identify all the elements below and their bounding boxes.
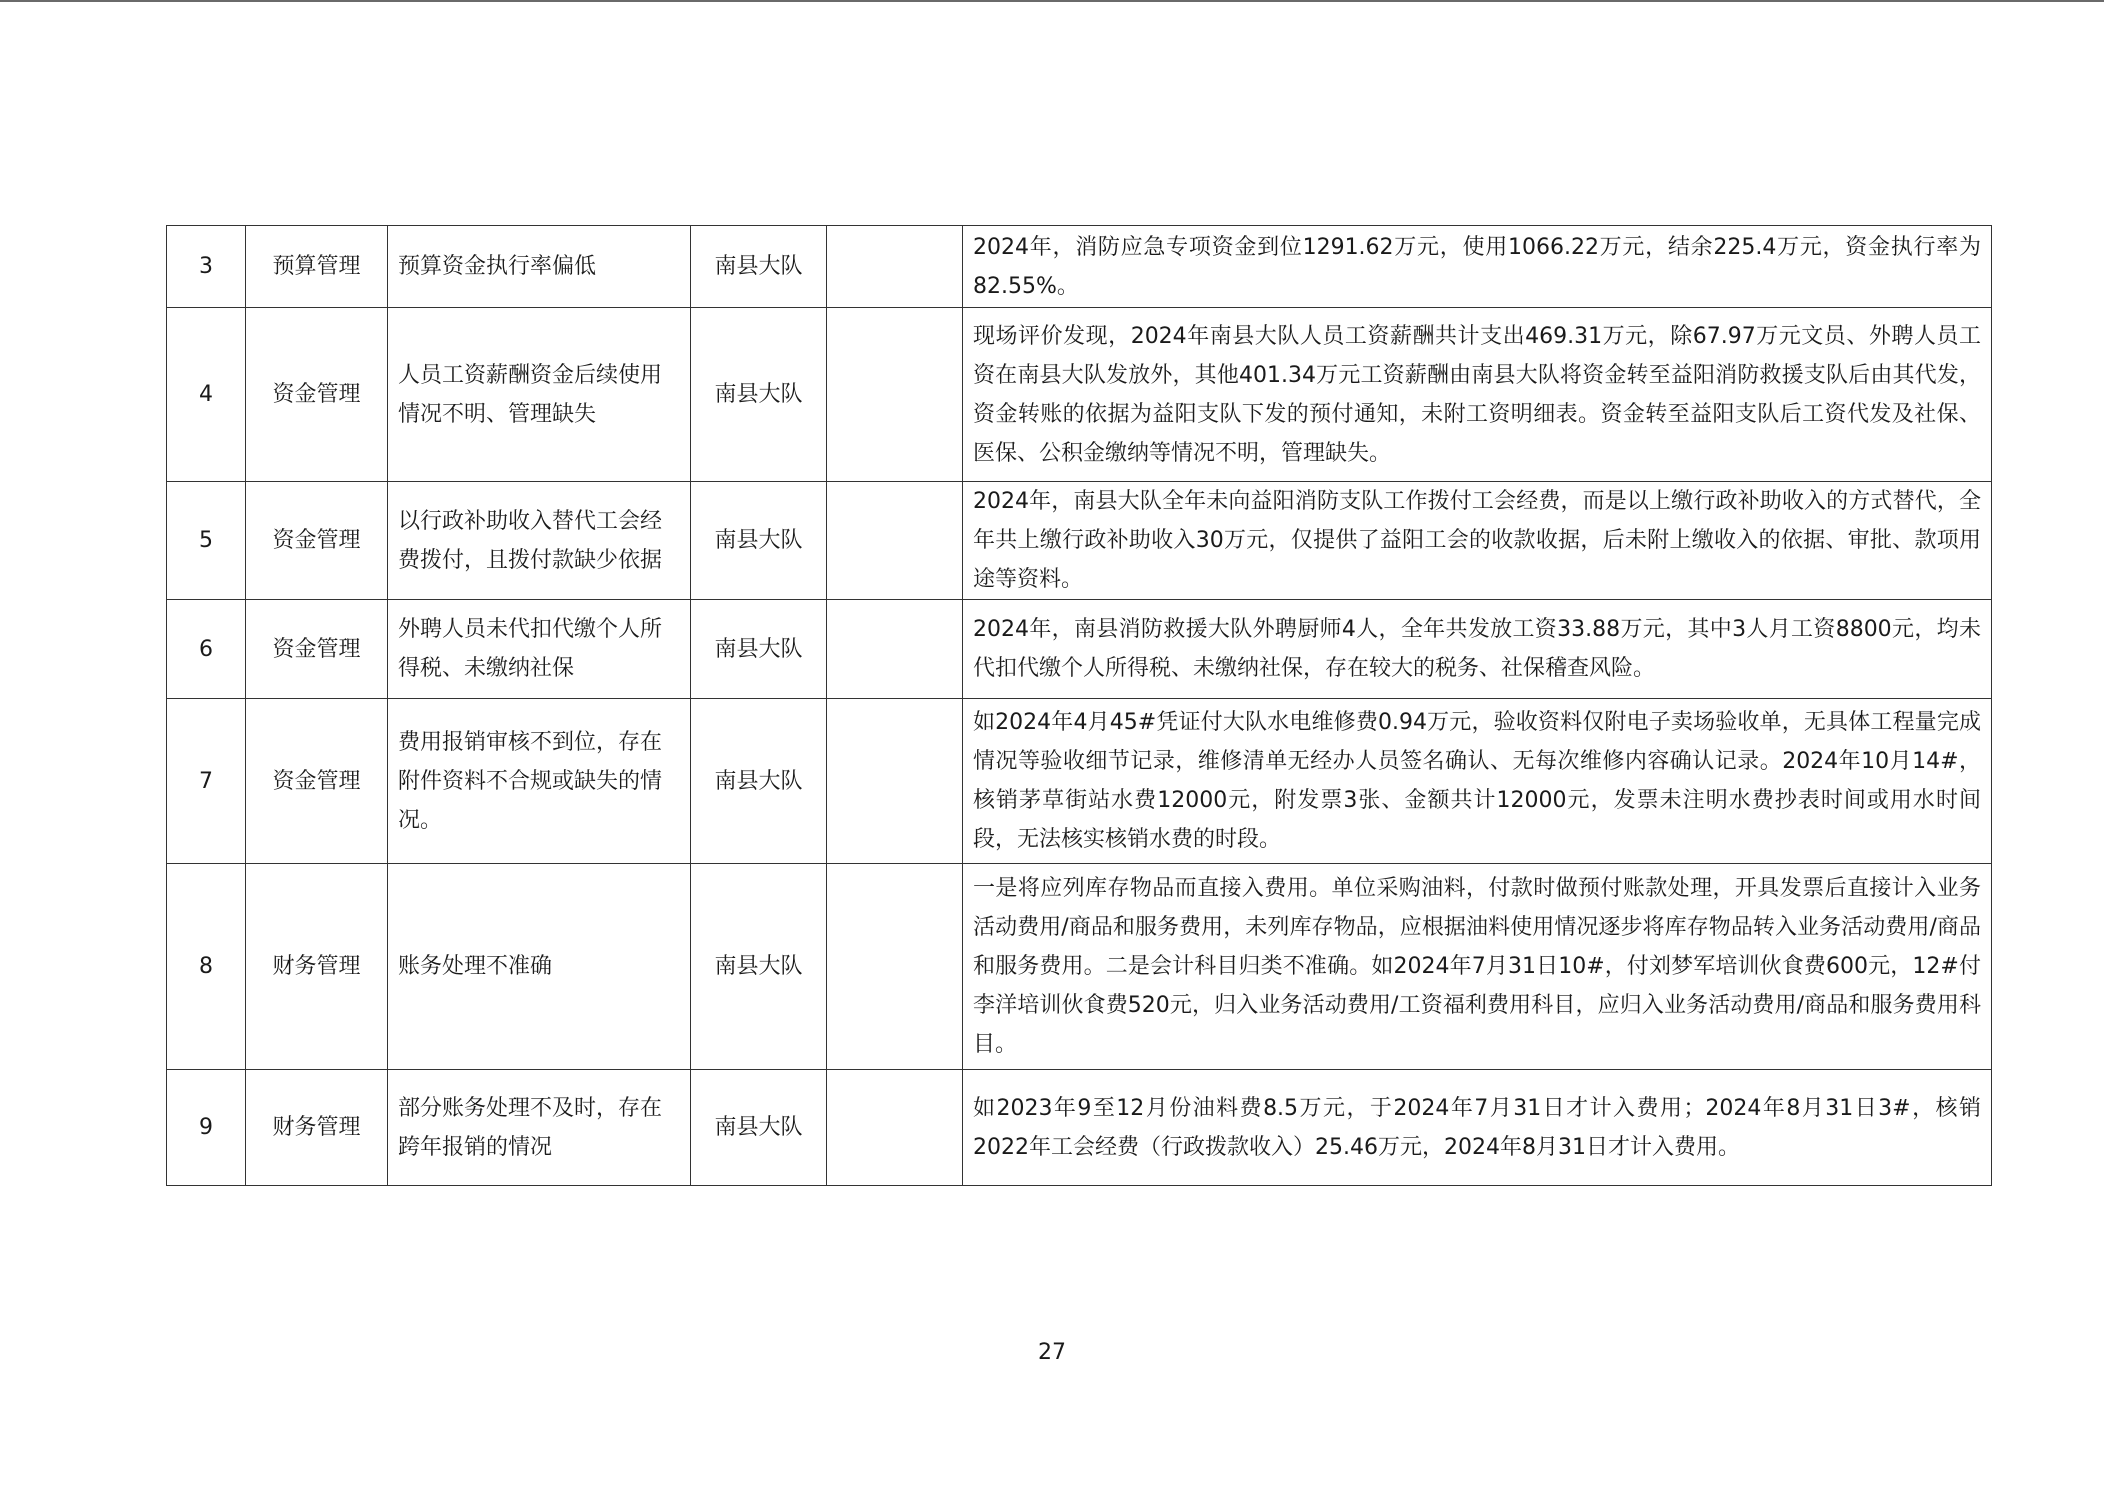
- row-note: [827, 482, 963, 600]
- row-unit: 南县大队: [691, 864, 827, 1070]
- table-row-8: [167, 864, 1992, 1070]
- table-row-9: [167, 1070, 1992, 1186]
- audit-findings-table: [166, 225, 1992, 1186]
- row-category: 财务管理: [246, 864, 388, 1070]
- row-issue: 部分账务处理不及时，存在跨年报销的情况: [388, 1070, 691, 1186]
- row-number: 3: [167, 226, 246, 308]
- row-detail: 2024年，消防应急专项资金到位1291.62万元，使用1066.22万元，结余225.4万元，资金执行率为82.55%。: [963, 226, 1992, 308]
- row-detail: 如2024年4月45#凭证付大队水电维修费0.94万元，验收资料仅附电子卖场验收单，无具体工程量完成情况等验收细节记录，维修清单无经办人员签名确认、无每次维修内容确认记录。2024年10月14#，核销茅草街站水费12000元，附发票3张、金额共计12000元，发票未注明水费抄表时间或用水时间段，无法核实核销水费的时段。: [963, 699, 1992, 864]
- row-unit: 南县大队: [691, 482, 827, 600]
- row-note: [827, 1070, 963, 1186]
- page-number: 27: [1038, 1340, 1066, 1365]
- row-number: 5: [167, 482, 246, 600]
- row-unit: 南县大队: [691, 226, 827, 308]
- row-note: [827, 699, 963, 864]
- row-category: 资金管理: [246, 699, 388, 864]
- row-category: 资金管理: [246, 308, 388, 482]
- row-issue: 以行政补助收入替代工会经费拨付，且拨付款缺少依据: [388, 482, 691, 600]
- row-issue: 外聘人员未代扣代缴个人所得税、未缴纳社保: [388, 600, 691, 699]
- row-number: 8: [167, 864, 246, 1070]
- row-issue: 账务处理不准确: [388, 864, 691, 1070]
- row-detail: 2024年，南县消防救援大队外聘厨师4人，全年共发放工资33.88万元，其中3人月工资8800元，均未代扣代缴个人所得税、未缴纳社保，存在较大的税务、社保稽查风险。: [963, 600, 1992, 699]
- row-detail: 如2023年9至12月份油料费8.5万元，于2024年7月31日才计入费用；2024年8月31日3#，核销2022年工会经费（行政拨款收入）25.46万元，2024年8月31日才计入费用。: [963, 1070, 1992, 1186]
- row-category: 资金管理: [246, 482, 388, 600]
- table-row-5: [167, 482, 1992, 600]
- row-number: 4: [167, 308, 246, 482]
- row-note: [827, 600, 963, 699]
- row-detail: 一是将应列库存物品而直接入费用。单位采购油料，付款时做预付账款处理，开具发票后直接计入业务活动费用/商品和服务费用，未列库存物品，应根据油料使用情况逐步将库存物品转入业务活动费用/商品和服务费用。二是会计科目归类不准确。如2024年7月31日10#，付刘梦军培训伙食费600元，12#付李洋培训伙食费520元，归入业务活动费用/工资福利费用科目，应归入业务活动费用/商品和服务费用科目。: [963, 864, 1992, 1070]
- row-category: 资金管理: [246, 600, 388, 699]
- row-detail: 现场评价发现，2024年南县大队人员工资薪酬共计支出469.31万元，除67.97万元文员、外聘人员工资在南县大队发放外，其他401.34万元工资薪酬由南县大队将资金转至益阳消防救援支队后由其代发，资金转账的依据为益阳支队下发的预付通知，未附工资明细表。资金转至益阳支队后工资代发及社保、医保、公积金缴纳等情况不明，管理缺失。: [963, 308, 1992, 482]
- table-row-3: [167, 226, 1992, 308]
- row-detail: 2024年，南县大队全年未向益阳消防支队工作拨付工会经费，而是以上缴行政补助收入的方式替代，全年共上缴行政补助收入30万元，仅提供了益阳工会的收款收据，后未附上缴收入的依据、审批、款项用途等资料。: [963, 482, 1992, 600]
- table-row-6: [167, 600, 1992, 699]
- row-note: [827, 308, 963, 482]
- row-unit: 南县大队: [691, 600, 827, 699]
- top-border-line: [0, 0, 2104, 2]
- row-category: 财务管理: [246, 1070, 388, 1186]
- row-issue: 预算资金执行率偏低: [388, 226, 691, 308]
- row-unit: 南县大队: [691, 699, 827, 864]
- table-row-4: [167, 308, 1992, 482]
- table-row-7: [167, 699, 1992, 864]
- row-category: 预算管理: [246, 226, 388, 308]
- row-number: 6: [167, 600, 246, 699]
- row-note: [827, 864, 963, 1070]
- row-unit: 南县大队: [691, 308, 827, 482]
- row-unit: 南县大队: [691, 1070, 827, 1186]
- row-note: [827, 226, 963, 308]
- row-number: 7: [167, 699, 246, 864]
- row-issue: 人员工资薪酬资金后续使用情况不明、管理缺失: [388, 308, 691, 482]
- row-issue: 费用报销审核不到位，存在附件资料不合规或缺失的情况。: [388, 699, 691, 864]
- row-number: 9: [167, 1070, 246, 1186]
